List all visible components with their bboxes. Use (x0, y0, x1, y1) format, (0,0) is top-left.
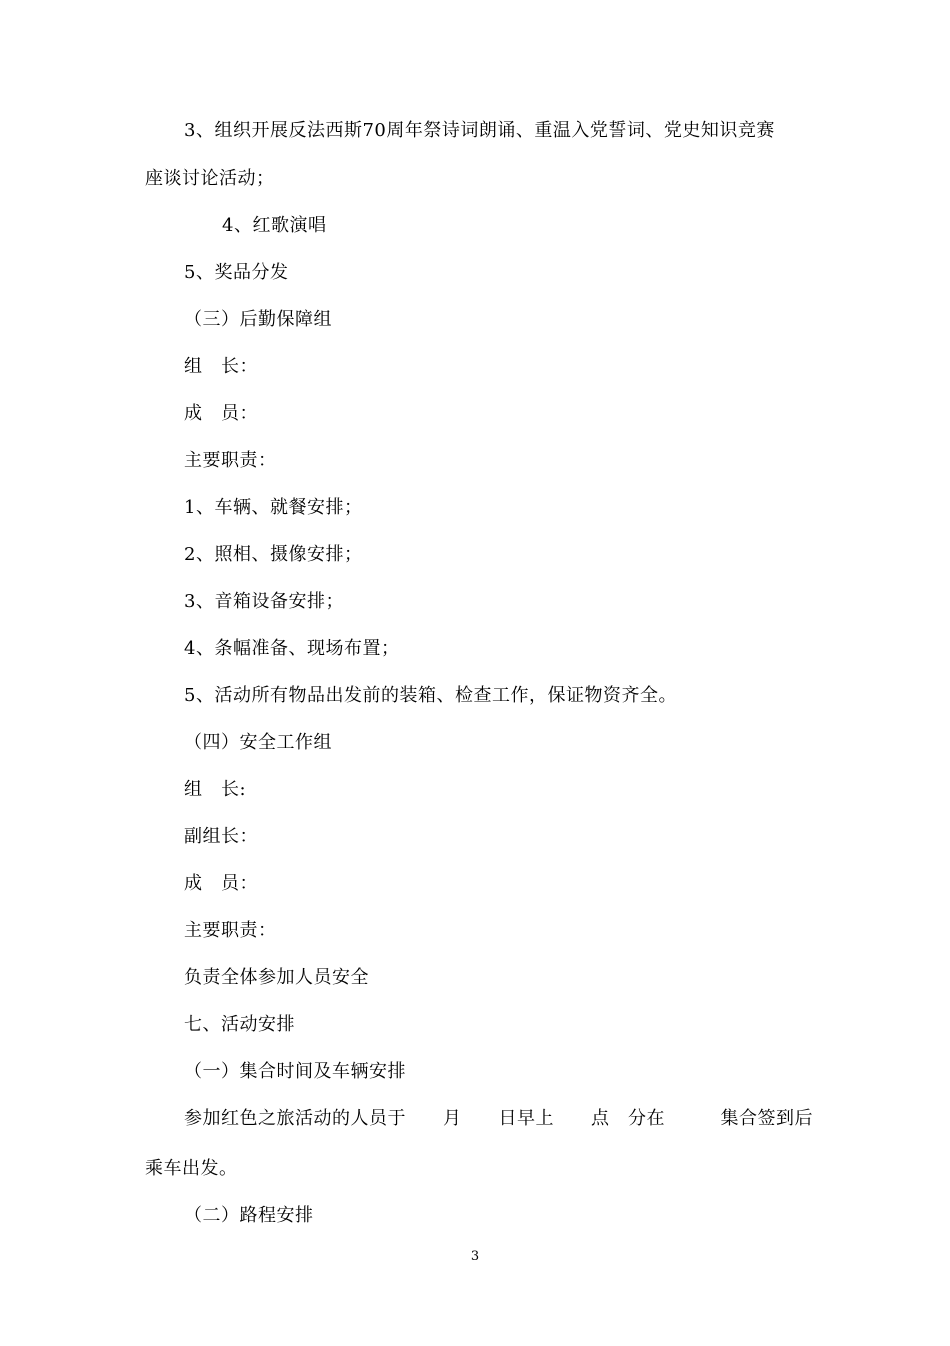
text-line-17: 成 员： (184, 873, 258, 894)
text-line-19: 负责全体参加人员安全 (184, 967, 369, 988)
section-heading-activity: 七、活动安排 (184, 1014, 295, 1035)
text-line-16: 副组长： (184, 826, 258, 847)
text-line-18: 主要职责： (184, 920, 277, 941)
text-line-22: 参加红色之旅活动的人员于 月 日早上 点 分在 集合签到后 (184, 1108, 813, 1129)
text-line-3: 4、红歌演唱 (222, 215, 327, 236)
section-heading-route: （二）路程安排 (184, 1205, 314, 1226)
section-heading-logistics: （三）后勤保障组 (184, 309, 332, 330)
text-line-10: 2、照相、摄像安排； (184, 544, 363, 565)
text-line-15: 组 长: (184, 779, 247, 800)
text-line-11: 3、音箱设备安排； (184, 591, 344, 612)
text-line-13: 5、活动所有物品出发前的装箱、检查工作，保证物资齐全。 (184, 685, 677, 706)
text-line-4: 5、奖品分发 (184, 262, 289, 283)
text-line-23: 乘车出发。 (145, 1158, 238, 1179)
text-line-12: 4、条幅准备、现场布置； (184, 638, 400, 659)
text-line-9: 1、车辆、就餐安排； (184, 497, 363, 518)
section-heading-safety: （四）安全工作组 (184, 732, 332, 753)
text-line-2: 座谈讨论活动； (145, 168, 275, 189)
section-heading-assembly: （一）集合时间及车辆安排 (184, 1061, 406, 1082)
text-line-7: 成 员： (184, 403, 258, 424)
text-line-1: 3、组织开展反法西斯70周年祭诗词朗诵、重温入党誓词、党史知识竞赛 (184, 120, 775, 141)
text-line-8: 主要职责： (184, 450, 277, 471)
page-number: 3 (470, 1249, 480, 1264)
text-line-6: 组 长： (184, 356, 258, 377)
